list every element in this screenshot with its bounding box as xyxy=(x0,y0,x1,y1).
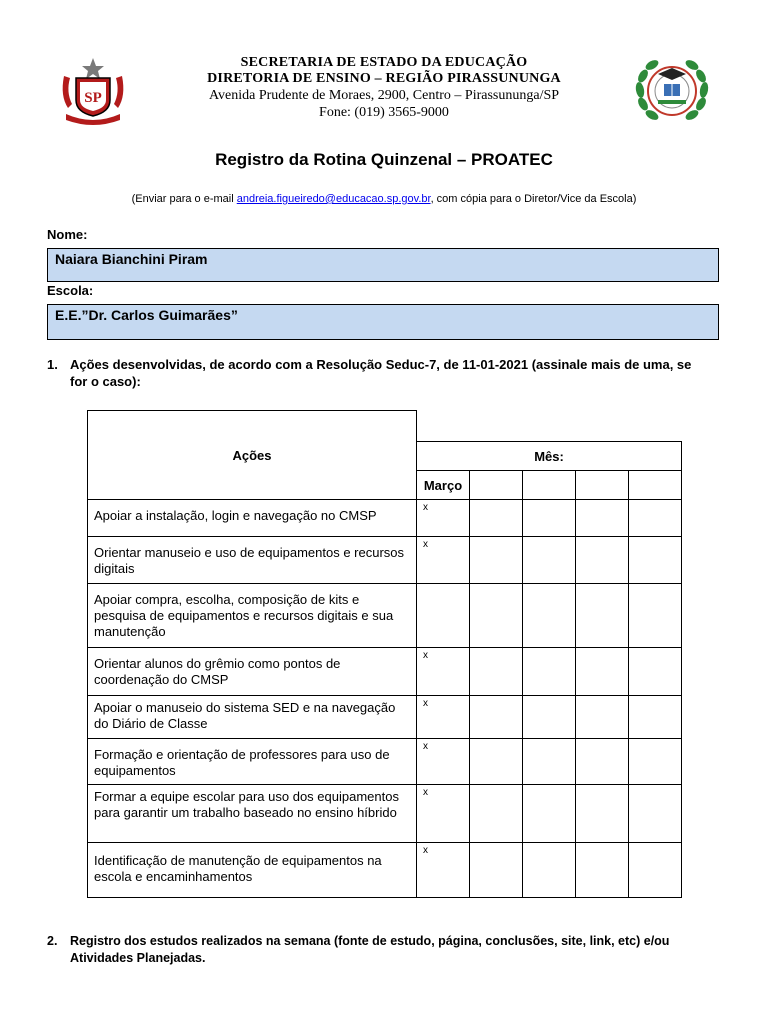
month-header-4 xyxy=(576,471,629,500)
sp-logo-text: SP xyxy=(84,90,102,106)
section-2-heading xyxy=(47,933,707,969)
mark-cell[interactable]: x xyxy=(417,537,470,584)
empty-cell[interactable] xyxy=(629,696,682,739)
mark-cell[interactable]: x xyxy=(417,648,470,696)
month-header-3 xyxy=(523,471,576,500)
nome-label: Nome: xyxy=(47,227,88,242)
action-text: Formação e orientação de professores para uso de equipamentos xyxy=(88,739,417,785)
empty-cell[interactable] xyxy=(470,500,523,537)
table-row xyxy=(88,584,682,648)
mark-cell[interactable]: x xyxy=(417,500,470,537)
empty-cell[interactable] xyxy=(523,696,576,739)
section-1-number: 1. xyxy=(47,357,58,372)
month-header-5 xyxy=(629,471,682,500)
empty-cell[interactable] xyxy=(576,739,629,785)
table-row xyxy=(88,537,682,584)
empty-cell[interactable] xyxy=(470,537,523,584)
mark-cell[interactable]: x xyxy=(417,739,470,785)
document-title: Registro da Rotina Quinzenal – PROATEC xyxy=(215,150,553,169)
empty-cell[interactable] xyxy=(629,648,682,696)
empty-cell[interactable] xyxy=(523,785,576,843)
empty-cell[interactable] xyxy=(523,537,576,584)
empty-cell[interactable] xyxy=(523,739,576,785)
action-text: Identificação de manutenção de equipamentos na escola e encaminhamentos xyxy=(88,843,417,898)
empty-cell[interactable] xyxy=(629,584,682,648)
mark-cell[interactable]: x xyxy=(417,696,470,739)
header-line-1: SECRETARIA DE ESTADO DA EDUCAÇÃO xyxy=(240,55,528,70)
empty-cell[interactable] xyxy=(470,739,523,785)
table-row xyxy=(88,739,682,785)
email-link[interactable]: andreia.figueiredo@educacao.sp.gov.br xyxy=(236,193,431,205)
empty-cell[interactable] xyxy=(576,648,629,696)
empty-cell[interactable] xyxy=(629,739,682,785)
section-2-number: 2. xyxy=(47,934,58,948)
action-text: Formar a equipe escolar para uso dos equipamentos para garantir um trabalho baseado no ensino híbrido xyxy=(88,785,417,843)
empty-cell[interactable] xyxy=(470,584,523,648)
empty-cell[interactable] xyxy=(523,843,576,898)
table-header-blank xyxy=(417,411,682,442)
action-text: Apoiar compra, escolha, composição de kits e pesquisa de equipamentos e recursos digitais e sua manutenção xyxy=(88,584,417,648)
note-suffix: , com cópia para o Diretor/Vice da Escola) xyxy=(430,193,637,205)
empty-cell[interactable] xyxy=(576,537,629,584)
empty-cell[interactable] xyxy=(576,584,629,648)
empty-cell[interactable] xyxy=(576,696,629,739)
action-text: Apoiar a instalação, login e navegação no CMSP xyxy=(88,500,417,537)
mes-header: Mês: xyxy=(417,442,682,471)
empty-cell[interactable] xyxy=(576,500,629,537)
empty-cell[interactable] xyxy=(523,500,576,537)
mark-cell[interactable]: x xyxy=(417,843,470,898)
diretoria-seal-logo xyxy=(630,54,714,126)
empty-cell[interactable] xyxy=(523,648,576,696)
empty-cell[interactable] xyxy=(629,537,682,584)
section-1-text: Ações desenvolvidas, de acordo com a Resolução Seduc-7, de 11-01-2021 (assinale mais de uma, se for o caso): xyxy=(70,357,692,389)
table-row xyxy=(88,500,682,537)
header-line-2: DIRETORIA DE ENSINO – REGIÃO PIRASSUNUNGA xyxy=(207,71,561,86)
header-line-4: Fone: (019) 3565-9000 xyxy=(319,105,449,120)
table-row xyxy=(88,785,682,843)
empty-cell[interactable] xyxy=(629,843,682,898)
table-row xyxy=(88,648,682,696)
mark-cell[interactable] xyxy=(417,584,470,648)
empty-cell[interactable] xyxy=(470,648,523,696)
empty-cell[interactable] xyxy=(470,785,523,843)
header-line-3: Avenida Prudente de Moraes, 2900, Centro – Pirassununga/SP xyxy=(208,88,560,103)
empty-cell[interactable] xyxy=(629,785,682,843)
empty-cell[interactable] xyxy=(576,843,629,898)
action-text: Orientar alunos do grêmio como pontos de coordenação do CMSP xyxy=(88,648,417,696)
month-header-2 xyxy=(470,471,523,500)
table-row xyxy=(88,843,682,898)
table-row xyxy=(88,696,682,739)
mark-cell[interactable]: x xyxy=(417,785,470,843)
note-prefix: (Enviar para o e-mail xyxy=(131,193,237,205)
empty-cell[interactable] xyxy=(470,843,523,898)
empty-cell[interactable] xyxy=(470,696,523,739)
action-text: Apoiar o manuseio do sistema SED e na navegação do Diário de Classe xyxy=(88,696,417,739)
empty-cell[interactable] xyxy=(629,500,682,537)
section-1-heading xyxy=(47,356,707,392)
actions-table xyxy=(87,410,682,898)
empty-cell[interactable] xyxy=(576,785,629,843)
acoes-header: Ações xyxy=(88,411,417,500)
empty-cell[interactable] xyxy=(523,584,576,648)
nome-field[interactable]: Naiara Bianchini Piram xyxy=(47,248,719,282)
escola-field[interactable]: E.E.”Dr. Carlos Guimarães” xyxy=(47,304,719,340)
escola-label: Escola: xyxy=(47,283,94,298)
month-header-1: Março xyxy=(417,471,470,500)
action-text: Orientar manuseio e uso de equipamentos e recursos digitais xyxy=(88,537,417,584)
section-2-text: Registro dos estudos realizados na semana (fonte de estudo, página, conclusões, site, link, etc) e/ou Atividades Planejadas. xyxy=(70,934,670,965)
email-instruction-note xyxy=(0,193,768,205)
